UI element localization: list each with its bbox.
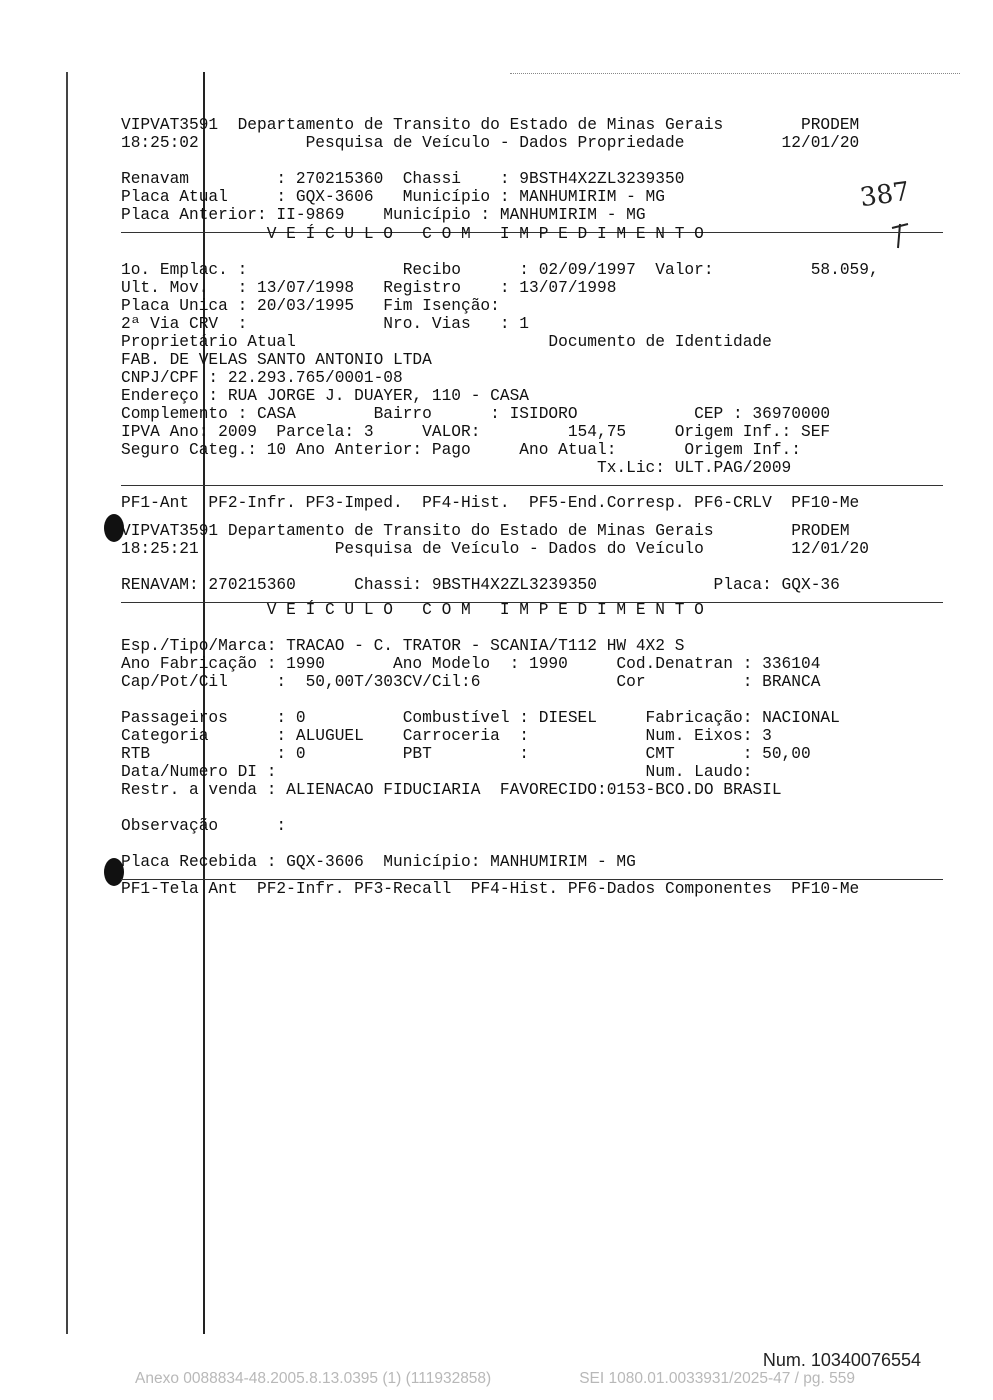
screen1-detail-line: Proprietário Atual Documento de Identidade	[121, 333, 772, 351]
document-number: Num. 10340076554	[762, 1350, 921, 1370]
screen2-detail-line: Esp./Tipo/Marca: TRACAO - C. TRATOR - SCANIA/T112 HW 4X2 S	[121, 637, 685, 655]
screen1-detail-line: 1o. Emplac. : Recibo : 02/09/1997 Valor: 58.059,	[121, 261, 879, 279]
screen2-function-keys: PF1-Tela Ant PF2-Infr. PF3-Recall PF4-Hist. PF6-Dados Componentes PF10-Me	[121, 880, 860, 898]
divider	[121, 485, 943, 486]
screen1-placa-atual-line: Placa Atual : GQX-3606 Município : MANHUMIRIM - MG	[121, 188, 665, 206]
screen1-detail-line: Endereço : RUA JORGE J. DUAYER, 110 - CASA	[121, 387, 529, 405]
footer-watermark	[135, 1370, 855, 1388]
screen1-function-keys: PF1-Ant PF2-Infr. PF3-Imped. PF4-Hist. PF5-End.Corresp. PF6-CRLV PF10-Me	[121, 494, 860, 512]
screen2-detail-line: RTB : 0 PBT : CMT : 50,00	[121, 745, 811, 763]
left-margin-line	[66, 72, 68, 1334]
screen1-detail-line: Complemento : CASA Bairro : ISIDORO CEP : 36970000	[121, 405, 831, 423]
screen2-observacao-line: Observação :	[121, 817, 287, 835]
page-stamp-number: 387	[858, 176, 912, 214]
screen1-detail-line: IPVA Ano: 2009 Parcela: 3 VALOR: 154,75 Origem Inf.: SEF	[121, 423, 831, 441]
screen1-renavam-line: Renavam : 270215360 Chassi : 9BSTH4X2ZL3239350	[121, 170, 685, 188]
screen2-placa-recebida-line: Placa Recebida : GQX-3606 Município: MANHUMIRIM - MG	[121, 853, 636, 871]
screen2-detail-line: Cap/Pot/Cil : 50,00T/303CV/Cil:6 Cor : BRANCA	[121, 673, 821, 691]
screen1-detail-line: Ult. Mov. : 13/07/1998 Registro : 13/07/1998	[121, 279, 617, 297]
screen2-detail-line: Categoria : ALUGUEL Carroceria : Num. Eixos: 3	[121, 727, 772, 745]
screen1-detail-line: Placa Unica : 20/03/1995 Fim Isenção:	[121, 297, 500, 315]
screen2-detail-line: Passageiros : 0 Combustível : DIESEL Fabricação: NACIONAL	[121, 709, 840, 727]
screen2-impediment-banner: V E Í C U L O C O M I M P E D I M E N T O	[121, 601, 704, 619]
screen2-renavam-line: RENAVAM: 270215360 Chassi: 9BSTH4X2ZL3239350 Placa: GQX-36	[121, 576, 840, 594]
screen1-impediment-banner: V E Í C U L O C O M I M P E D I M E N T O	[121, 225, 704, 243]
screen2-restriction-line: Restr. a venda : ALIENACAO FIDUCIARIA FAVORECIDO:0153-BCO.DO BRASIL	[121, 781, 782, 799]
screen1-placa-anterior-line: Placa Anterior: II-9869 Município : MANHUMIRIM - MG	[121, 206, 646, 224]
screen1-owner-name: FAB. DE VELAS SANTO ANTONIO LTDA	[121, 351, 432, 369]
screen1-header-line-2: 18:25:02 Pesquisa de Veículo - Dados Propriedade 12/01/20	[121, 134, 860, 152]
screen1-detail-line: 2ª Via CRV : Nro. Vias : 1	[121, 315, 529, 333]
screen2-detail-line: Ano Fabricação : 1990 Ano Modelo : 1990 Cod.Denatran : 336104	[121, 655, 821, 673]
screen1-detail-line: CNPJ/CPF : 22.293.765/0001-08	[121, 369, 403, 387]
screen1-detail-line: Tx.Lic: ULT.PAG/2009	[121, 459, 792, 477]
terminal-printout	[121, 116, 951, 898]
screen1-header-line-1: VIPVAT3591 Departamento de Transito do Estado de Minas Gerais PRODEM	[121, 116, 860, 134]
screen1	[121, 116, 951, 512]
screen1-detail-line: Seguro Categ.: 10 Ano Anterior: Pago Ano Atual: Origem Inf.:	[121, 441, 801, 459]
screen2-header-line-1: VIPVAT3591 Departamento de Transito do Estado de Minas Gerais PRODEM	[121, 522, 850, 540]
screen2-detail-line: Data/Numero DI : Num. Laudo:	[121, 763, 753, 781]
footer-sei-ref: SEI 1080.01.0033931/2025-47 / pg. 559	[579, 1370, 855, 1387]
footer-anexo-ref: Anexo 0088834-48.2005.8.13.0395 (1) (111932858)	[135, 1370, 492, 1387]
screen2-header-line-2: 18:25:21 Pesquisa de Veículo - Dados do Veículo 12/01/20	[121, 540, 869, 558]
top-dotted-rule	[510, 73, 960, 74]
screen2	[121, 522, 951, 898]
